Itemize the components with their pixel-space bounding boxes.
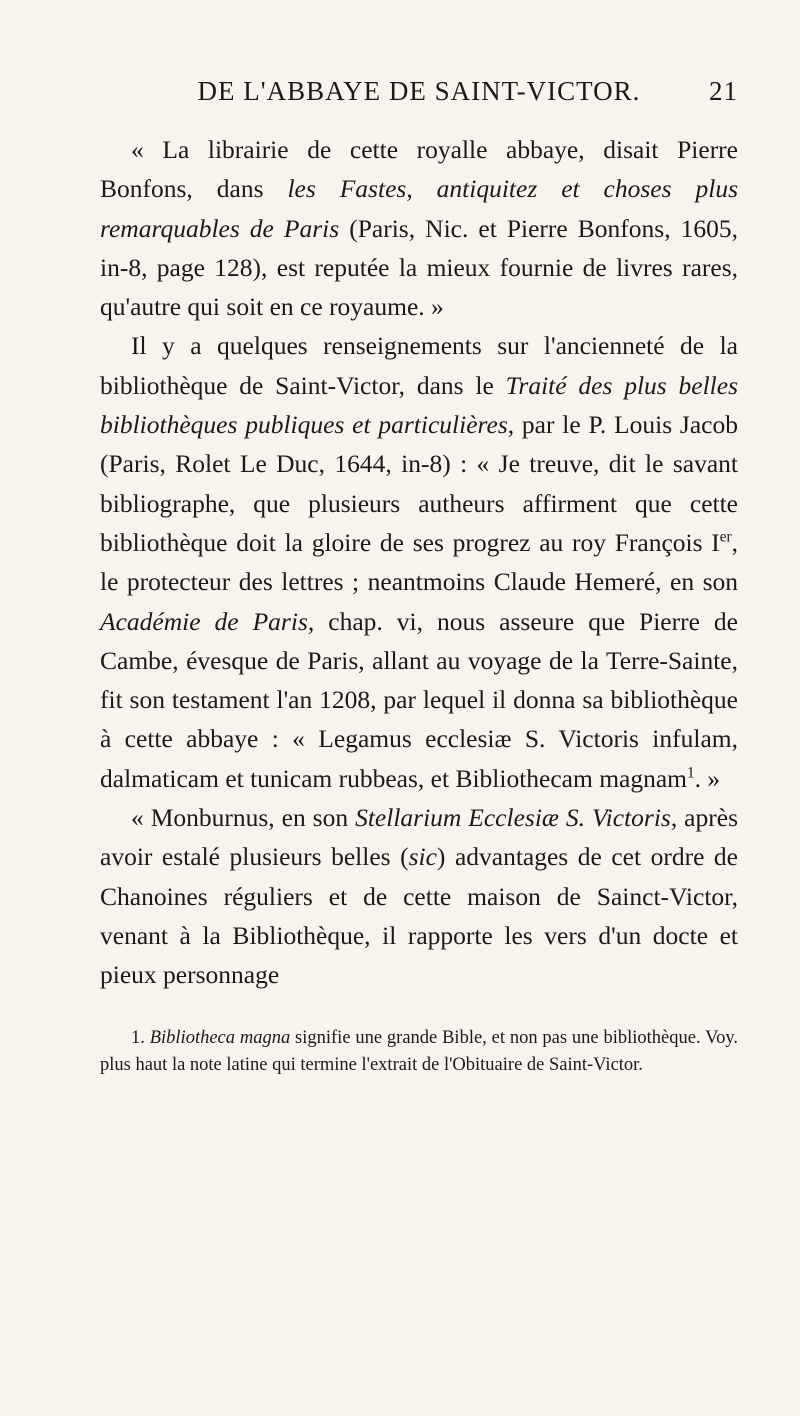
footnote-number: 1. — [131, 1027, 145, 1048]
footnote-ref[interactable]: 1 — [687, 764, 695, 782]
footnote-1 — [100, 1025, 738, 1079]
text-run: , par le P. Louis Jacob (Paris, Rolet Le Duc, 1644, in-8) : « Je treuve, dit le savant bibliographe, que plusieurs autheurs affirment que cette bibliothèque doit la gloire de ses progrez au roy François I — [100, 410, 738, 557]
text-run: , après avoir estalé plusieurs belles ( — [100, 803, 738, 872]
footnote-term: Bibliotheca magna — [149, 1027, 291, 1048]
book-title: Traité des plus belles bibliothèques publiques et particulières — [100, 370, 738, 440]
text-run: , le protecteur des lettres ; neantmoins Claude Hemeré, en son — [100, 527, 738, 597]
book-title: Académie de Paris — [100, 606, 308, 636]
paragraph-1 — [100, 130, 738, 326]
sic-mark: sic — [408, 842, 437, 872]
book-title: antiquitez et choses plus remarquables de Paris — [100, 174, 738, 243]
text-run: , chap. vi, nous asseure que Pierre de Cambe, évesque de Paris, allant au voyage de la Terre-Sainte, fit son testament l'an 1208, par lequel il donna sa bibliothèque à cette abbaye : « Legamus ecclesiæ S. Victoris infulam, dalmaticam et tunicam rubbeas, et Bibliothecam magnam — [100, 606, 738, 793]
text-run: ) advantages de cet ordre de Chanoines réguliers et de cette maison de Sainct-Victor, venant à la Bibliothèque, il rapporte les vers d'un docte et pieux personnage — [100, 842, 738, 990]
text-run: « Monburnus, en son — [131, 803, 356, 833]
superscript: er — [719, 528, 732, 546]
running-title: DE L'ABBAYE DE SAINT-VICTOR. — [197, 76, 641, 106]
body-text — [100, 130, 738, 995]
text-run: « La librairie de cette royalle abbaye, disait Pierre Bonfons, dans — [100, 135, 738, 204]
paragraph-2 — [100, 326, 738, 798]
paragraph-3 — [100, 798, 738, 994]
page — [100, 70, 738, 1079]
page-number: 21 — [709, 76, 738, 106]
running-head — [100, 70, 738, 110]
text-run: , — [406, 174, 437, 204]
book-title: Stellarium Ecclesiæ S. Victoris — [355, 803, 671, 833]
text-run: . » — [694, 763, 721, 793]
text-run: Il y a quelques renseignements sur l'ancienneté de la bibliothèque de Saint-Victor, dans le — [100, 331, 738, 400]
footnotes — [100, 1025, 738, 1079]
text-run: (Paris, Nic. et Pierre Bonfons, 1605, in-8, page 128), est reputée la mieux fournie de livres rares, qu'autre qui soit en ce royaume. » — [100, 213, 738, 322]
footnote-text: signifie une grande Bible, et non pas une bibliothèque. Voy. plus haut la note latine qui termine l'extrait de l'Obituaire de Saint-Victor. — [100, 1027, 738, 1075]
book-title: les Fastes — [287, 174, 407, 204]
